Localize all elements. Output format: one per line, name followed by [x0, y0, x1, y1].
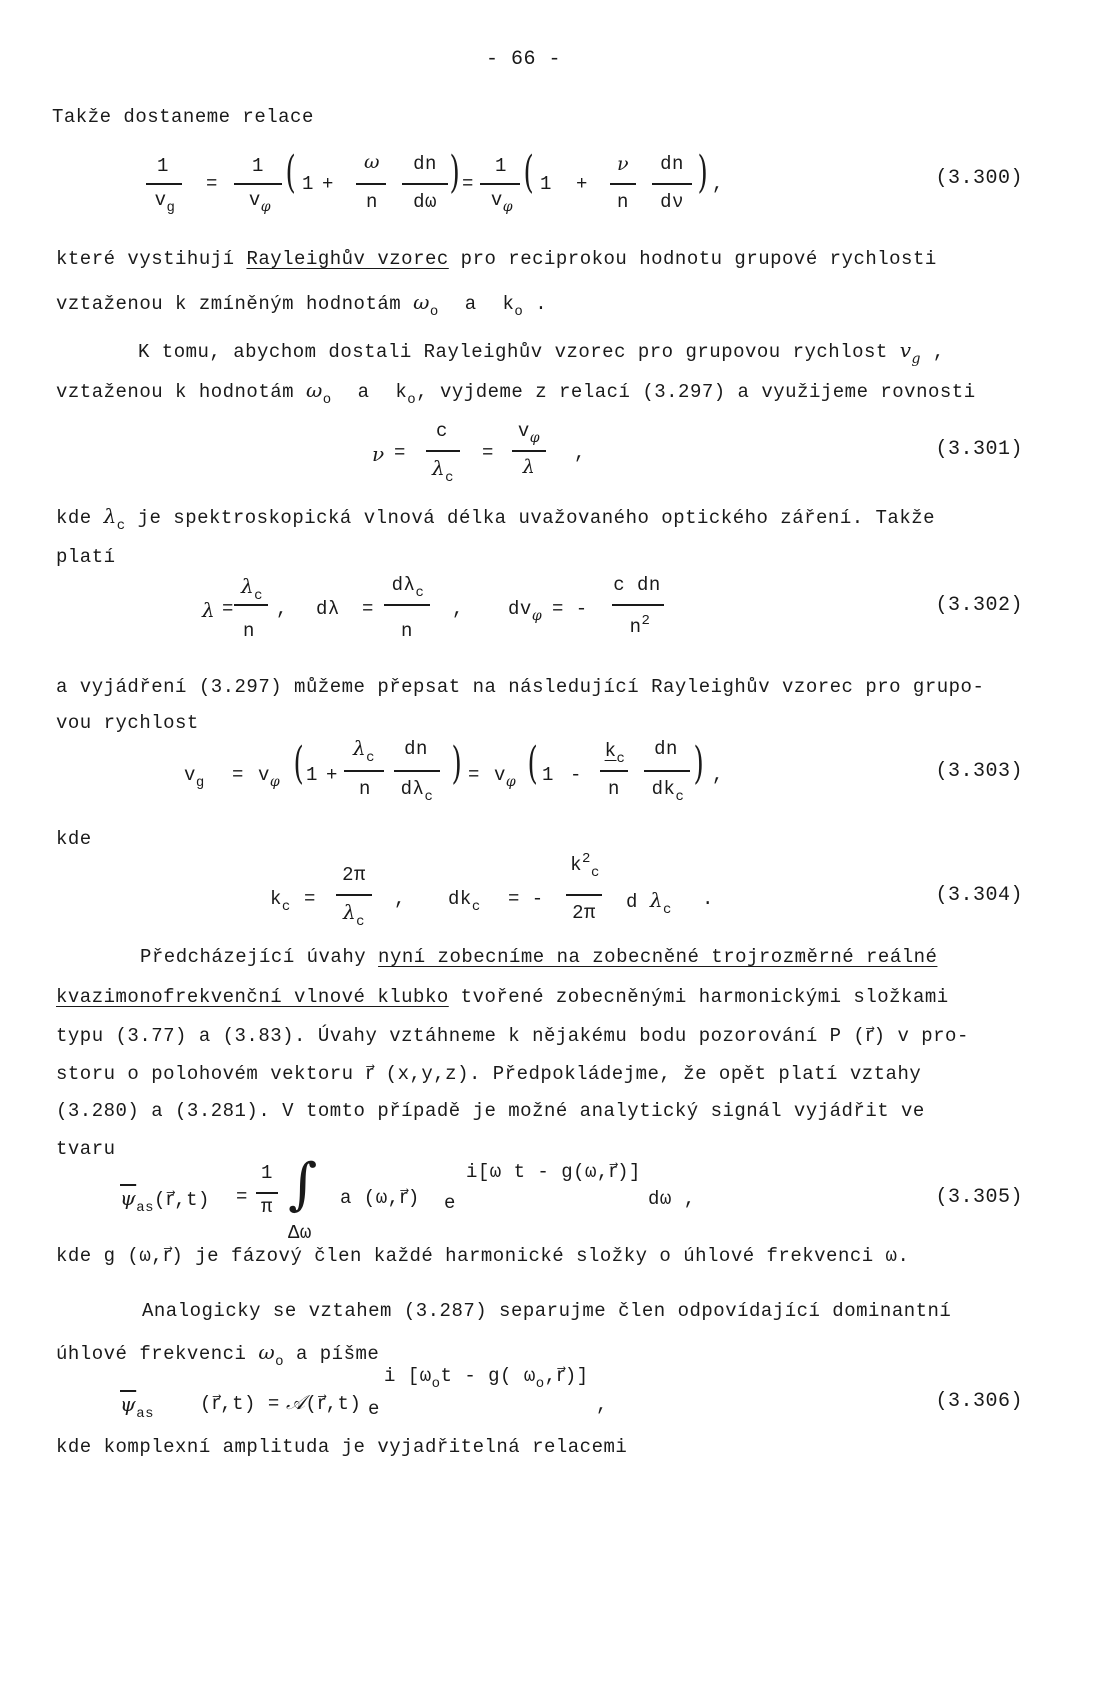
paragraph: K tomu, abychom dostali Rayleighův vzorec pro grupovou rychlost $v_g$ , [138, 338, 945, 367]
paragraph: kde komplexní amplituda je vyjadřitelná relacemi [56, 1436, 628, 1458]
equation-number: (3.302) [935, 594, 1023, 617]
paragraph-line: typu (3.77) a (3.83). Úvahy vztáhneme k nějakému bodu pozorování P (r⃗) v pro- [56, 1025, 969, 1047]
paragraph-line: úhlové frekvenci $\omega_o$ a píšme [56, 1340, 380, 1370]
paragraph-line: kvazimonofrekvenční vlnové klubko tvořené zobecněnými harmonickými složkami [56, 986, 949, 1008]
equation-number: (3.300) [935, 167, 1023, 190]
paragraph-line: vou rychlost [56, 712, 199, 734]
paragraph: které vystihují Rayleighův vzorec pro reciprokou hodnotu grupové rychlosti [56, 248, 937, 270]
paragraph: Analogicky se vztahem (3.287) separujme člen odpovídající dominantní [142, 1300, 952, 1322]
equation-number: (3.306) [935, 1390, 1023, 1413]
paragraph-line: vztaženou k hodnotám $\omega_o$ a $k_o$, vyjdeme z relací (3.297) a využijeme rovnosti [56, 378, 976, 408]
equation-3-305: $\overline{\psi}_{as}(r⃗,t)$ = 1 π ∫ Δω a (ω,r⃗) e i[ω t - g(ω,r⃗)] dω , (3.305) [120, 1152, 1023, 1244]
equation-number: (3.301) [935, 438, 1023, 461]
paragraph-line: (3.280) a (3.281). V tomto případě je možné analytický signál vyjádřit ve [56, 1100, 925, 1122]
paragraph: a vyjádření (3.297) můžeme přepsat na následující Rayleighův vzorec pro grupo- [56, 676, 985, 698]
paragraph-line: tvaru [56, 1138, 116, 1160]
equation-number: (3.305) [935, 1186, 1023, 1209]
equation-3-300: 1 $v_g$ = 1 $v_\varphi$ ( 1 + ω n dn dω ) = 1 $v_\varphi$ ( 1 + ν n dn dν ) , (3.300) [0, 145, 1093, 235]
equation-3-306: $\overline{\psi}_{as}$ (r⃗,t) = 𝒜(r⃗,t) e i [$\omega_ot - g$( $\omega_o,r⃗$)] , (3.306) [120, 1365, 1023, 1422]
paragraph-line: storu o polohovém vektoru r⃗ (x,y,z). Předpokládejme, že opět platí vztahy [56, 1063, 922, 1085]
paragraph-line: vztaženou k zmíněným hodnotám $\omega_o$ a $k_o$ . [56, 290, 548, 320]
equation-3-304: $k_c$ = 2π $\lambda_c$ , $dk_c$ = - $k^2_c$ 2π d $\lambda_c$ . (3.304) [270, 851, 1023, 930]
paragraph: Předcházející úvahy nyní zobecníme na zobecněné trojrozměrné reálné [140, 946, 938, 968]
page-number: - 66 - [486, 48, 562, 71]
equation-number: (3.304) [935, 884, 1023, 907]
denominator: $v_g$ [154, 189, 176, 216]
paragraph: kde $\lambda_c$ je spektroskopická vlnová délka uvažovaného optického záření. Takže [56, 504, 936, 534]
equation-3-302: λ = $\lambda_c$ n , dλ = $d\lambda_c$ n , $dv_\varphi$ = - c dn $n^2$ (3.302) [202, 574, 1023, 642]
equation-3-301: ν = c $\lambda_c$ = $v_\varphi$ λ , (3.301) [372, 420, 1023, 486]
paragraph: kde [56, 828, 92, 850]
paragraph: Takže dostaneme relace [52, 106, 314, 128]
equation-3-303: $v_g$ = $v_\varphi$ ( 1 + $\lambda_c$ n dn $d\lambda_c$ ) = $v_\varphi$ ( 1 - $k_c$ n dn $dk_c$ ) , (3.303) [184, 736, 1023, 805]
numerator: 1 [157, 155, 169, 177]
paragraph-line: platí [56, 546, 116, 568]
paragraph: kde g (ω,r⃗) je fázový člen každé harmonické složky o úhlové frekvenci ω. [56, 1245, 910, 1267]
equation-number: (3.303) [935, 760, 1023, 783]
